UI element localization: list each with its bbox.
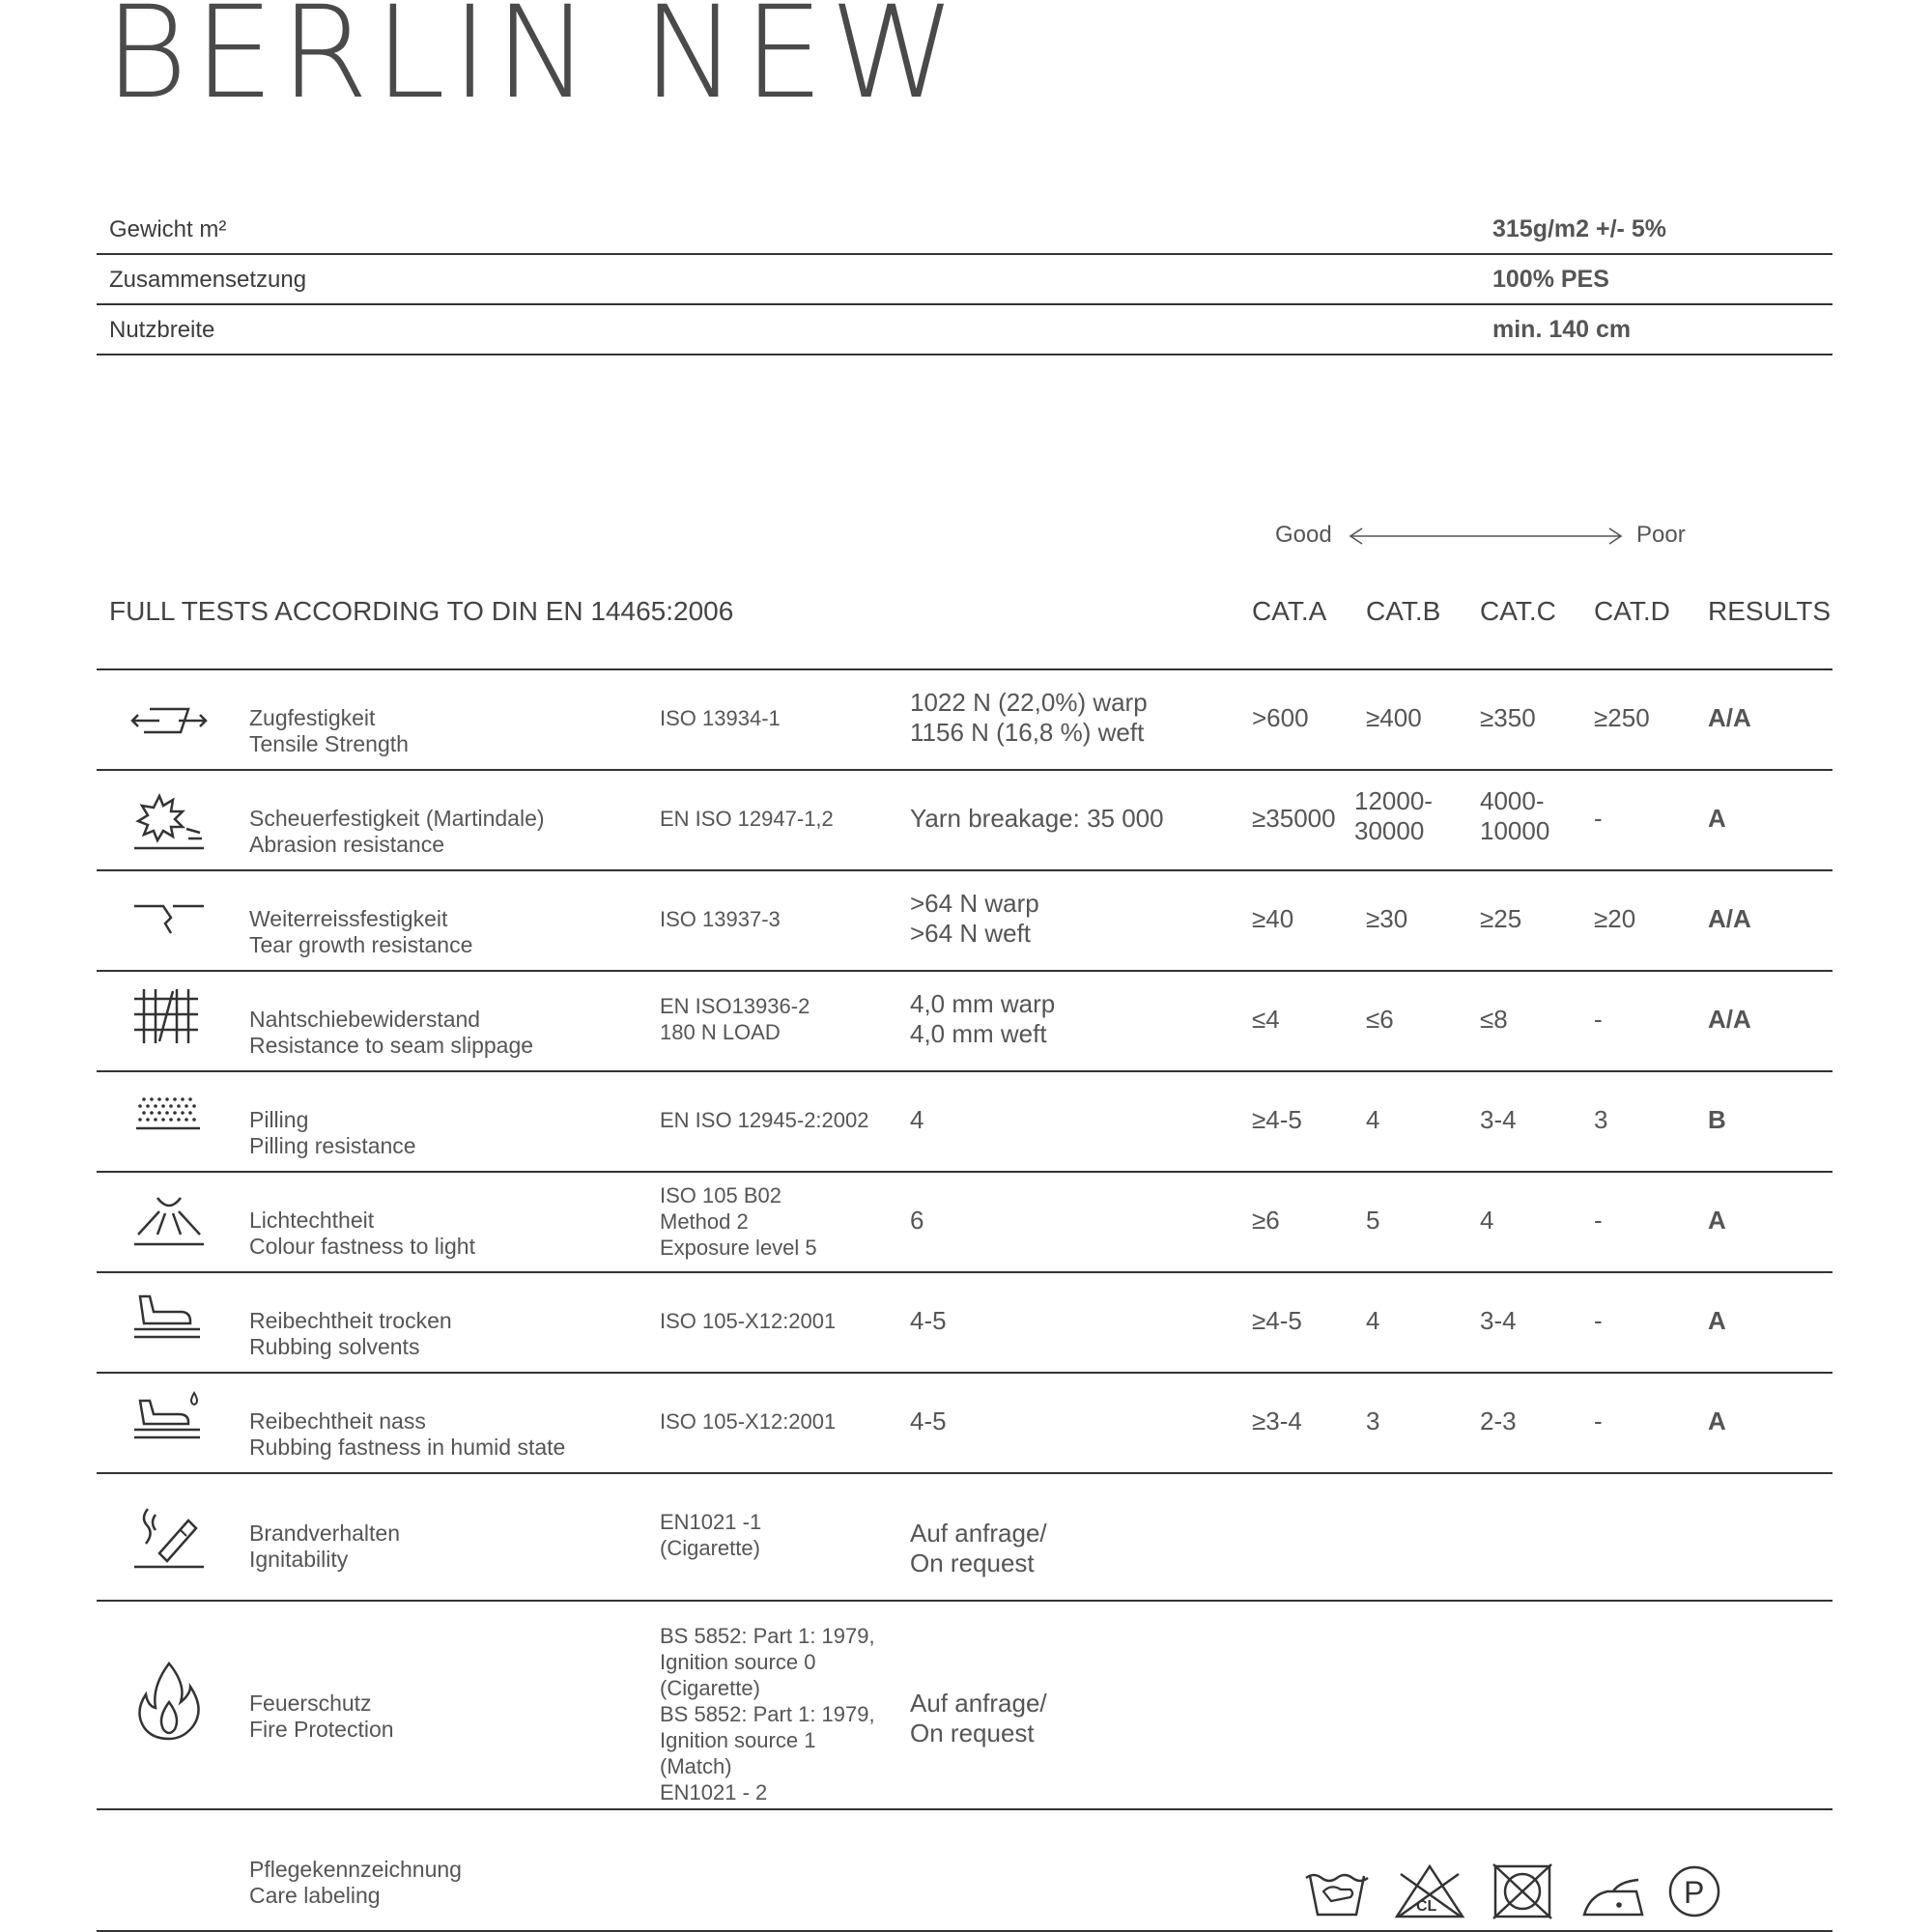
result-value: A/A bbox=[1708, 1005, 1751, 1034]
cat-a-value: ≥6 bbox=[1252, 1206, 1280, 1235]
table-row bbox=[97, 1173, 1833, 1273]
scale-poor-label: Poor bbox=[1636, 522, 1686, 548]
spec-label: Zusammensetzung bbox=[109, 267, 307, 293]
test-value: 4 bbox=[910, 1105, 924, 1134]
test-value: >64 N warp >64 N weft bbox=[910, 889, 1039, 948]
table-row bbox=[97, 771, 1833, 871]
header-cat-b: CAT.B bbox=[1366, 596, 1441, 626]
test-standard: ISO 13934-1 bbox=[660, 706, 781, 730]
spec-value: 100% PES bbox=[1492, 266, 1609, 293]
hand-wash-icon bbox=[1306, 1875, 1368, 1915]
table-row bbox=[97, 972, 1833, 1072]
result-value: B bbox=[1708, 1105, 1726, 1134]
test-name: Feuerschutz Fire Protection bbox=[249, 1690, 394, 1742]
cat-d-value: ≥20 bbox=[1594, 904, 1636, 933]
table-row bbox=[97, 1374, 1833, 1474]
cat-b-value: 12000- 30000 bbox=[1354, 786, 1433, 845]
cat-a-value: ≥35000 bbox=[1252, 804, 1336, 833]
product-title: BERLIN NEW bbox=[104, 0, 962, 128]
cat-b-value: 4 bbox=[1366, 1105, 1380, 1134]
header-cat-a: CAT.A bbox=[1252, 596, 1327, 626]
pilling-icon bbox=[130, 1084, 208, 1146]
test-name: Reibechtheit nass Rubbing fastness in humid state bbox=[249, 1408, 566, 1460]
test-value: 6 bbox=[910, 1206, 924, 1235]
spec-row-composition bbox=[97, 253, 1833, 305]
abrasion-icon bbox=[130, 788, 208, 850]
test-name: Weiterreissfestigkeit Tear growth resistance bbox=[249, 906, 473, 957]
table-row bbox=[97, 1474, 1833, 1602]
light-fastness-icon bbox=[130, 1190, 208, 1252]
ignitability-icon bbox=[130, 1501, 208, 1571]
care-label: Pflegekennzeichnung Care labeling bbox=[249, 1857, 462, 1908]
header-cat-d: CAT.D bbox=[1594, 596, 1670, 626]
spec-value: min. 140 cm bbox=[1492, 316, 1632, 343]
cat-c-value: ≥350 bbox=[1480, 703, 1536, 732]
cat-a-value: >600 bbox=[1252, 703, 1309, 732]
cat-b-value: ≤6 bbox=[1366, 1005, 1394, 1034]
test-value: Yarn breakage: 35 000 bbox=[910, 804, 1164, 833]
table-row bbox=[97, 670, 1833, 771]
cat-b-value: 3 bbox=[1366, 1406, 1380, 1435]
cat-d-value: - bbox=[1594, 1005, 1603, 1034]
test-value: Auf anfrage/ On request bbox=[910, 1519, 1047, 1577]
cat-a-value: ≥40 bbox=[1252, 904, 1294, 933]
cat-d-value: - bbox=[1594, 1306, 1603, 1335]
result-value: A/A bbox=[1708, 703, 1751, 732]
result-value: A bbox=[1708, 804, 1726, 833]
rubbing-dry-icon bbox=[130, 1287, 208, 1349]
test-standard: ISO 105-X12:2001 bbox=[660, 1309, 837, 1333]
no-chlorine-bleach-icon bbox=[1397, 1866, 1463, 1917]
test-name: Reibechtheit trocken Rubbing solvents bbox=[249, 1308, 452, 1359]
cat-a-value: ≥3-4 bbox=[1252, 1406, 1302, 1435]
cat-c-value: 4000- 10000 bbox=[1480, 786, 1550, 845]
care-symbols bbox=[1302, 1862, 1727, 1920]
svg-text:CL: CL bbox=[1416, 1898, 1437, 1915]
iron-low-icon bbox=[1584, 1880, 1642, 1915]
spec-label: Nutzbreite bbox=[109, 317, 215, 343]
spec-row-width bbox=[97, 303, 1833, 355]
cat-c-value: 2-3 bbox=[1480, 1406, 1517, 1435]
test-name: Scheuerfestigkeit (Martindale) Abrasion resistance bbox=[249, 806, 545, 857]
test-name: Brandverhalten Ignitability bbox=[249, 1520, 400, 1572]
cat-d-value: 3 bbox=[1594, 1105, 1608, 1134]
cat-b-value: 5 bbox=[1366, 1206, 1380, 1235]
test-name: Nahtschiebewiderstand Resistance to seam slippage bbox=[249, 1007, 534, 1058]
test-name: Lichtechtheit Colour fastness to light bbox=[249, 1208, 475, 1259]
test-value: Auf anfrage/ On request bbox=[910, 1689, 1047, 1747]
tear-growth-icon bbox=[130, 889, 208, 951]
test-value: 4,0 mm warp 4,0 mm weft bbox=[910, 989, 1056, 1048]
test-name: Zugfestigkeit Tensile Strength bbox=[249, 705, 409, 756]
cat-b-value: 4 bbox=[1366, 1306, 1380, 1335]
cat-c-value: ≤8 bbox=[1480, 1005, 1508, 1034]
cat-c-value: ≥25 bbox=[1480, 904, 1522, 933]
svg-text:P: P bbox=[1684, 1875, 1705, 1910]
test-value: 4-5 bbox=[910, 1406, 947, 1435]
table-row bbox=[97, 1273, 1833, 1374]
test-standard: BS 5852: Part 1: 1979, Ignition source 0 (Cigarette) BS 5852: Part 1: 1979, Ignition source 1 (Match) EN1021 - 2 bbox=[660, 1624, 875, 1804]
test-standard: ISO 105 B02 Method 2 Exposure level 5 bbox=[660, 1183, 817, 1260]
cat-d-value: - bbox=[1594, 1406, 1603, 1435]
result-value: A bbox=[1708, 1206, 1726, 1235]
dry-clean-p-icon bbox=[1670, 1867, 1719, 1916]
table-row bbox=[97, 1072, 1833, 1173]
test-value: 4-5 bbox=[910, 1306, 947, 1335]
spec-row-weight bbox=[97, 203, 1833, 255]
cat-a-value: ≥4-5 bbox=[1252, 1306, 1302, 1335]
test-standard: ISO 13937-3 bbox=[660, 907, 781, 931]
table-title: FULL TESTS ACCORDING TO DIN EN 14465:2006 bbox=[109, 596, 734, 626]
cat-b-value: ≥400 bbox=[1366, 703, 1422, 732]
cat-d-value: - bbox=[1594, 804, 1603, 833]
cat-a-value: ≥4-5 bbox=[1252, 1105, 1302, 1134]
table-row bbox=[97, 871, 1833, 972]
header-results: RESULTS bbox=[1708, 596, 1832, 626]
header-cat-c: CAT.C bbox=[1480, 596, 1556, 626]
scale-good-label: Good bbox=[1275, 522, 1332, 548]
test-standard: EN ISO13936-2 180 N LOAD bbox=[660, 994, 810, 1044]
test-value: 1022 N (22,0%) warp 1156 N (16,8 %) weft bbox=[910, 688, 1148, 747]
cat-c-value: 3-4 bbox=[1480, 1306, 1517, 1335]
fire-protection-icon bbox=[130, 1660, 208, 1741]
cat-c-value: 3-4 bbox=[1480, 1105, 1517, 1134]
spec-value: 315g/m2 +/- 5% bbox=[1492, 215, 1666, 242]
test-name: Pilling Pilling resistance bbox=[249, 1107, 416, 1158]
table-row bbox=[97, 1602, 1833, 1810]
result-value: A bbox=[1708, 1306, 1726, 1335]
rubbing-wet-icon bbox=[130, 1387, 208, 1449]
tensile-strength-icon bbox=[130, 690, 208, 752]
test-standard: ISO 105-X12:2001 bbox=[660, 1409, 837, 1434]
double-arrow-icon bbox=[1347, 526, 1625, 546]
no-tumble-dry-icon bbox=[1493, 1864, 1551, 1918]
cat-b-value: ≥30 bbox=[1366, 904, 1408, 933]
test-standard: EN ISO 12947-1,2 bbox=[660, 807, 834, 831]
result-value: A/A bbox=[1708, 904, 1751, 933]
spec-label: Gewicht m² bbox=[109, 216, 227, 242]
test-standard: EN1021 -1 (Cigarette) bbox=[660, 1510, 762, 1560]
result-value: A bbox=[1708, 1406, 1726, 1435]
seam-slippage-icon bbox=[130, 985, 208, 1047]
test-standard: EN ISO 12945-2:2002 bbox=[660, 1108, 869, 1132]
cat-d-value: ≥250 bbox=[1594, 703, 1650, 732]
cat-a-value: ≤4 bbox=[1252, 1005, 1280, 1034]
cat-c-value: 4 bbox=[1480, 1206, 1494, 1235]
cat-d-value: - bbox=[1594, 1206, 1603, 1235]
